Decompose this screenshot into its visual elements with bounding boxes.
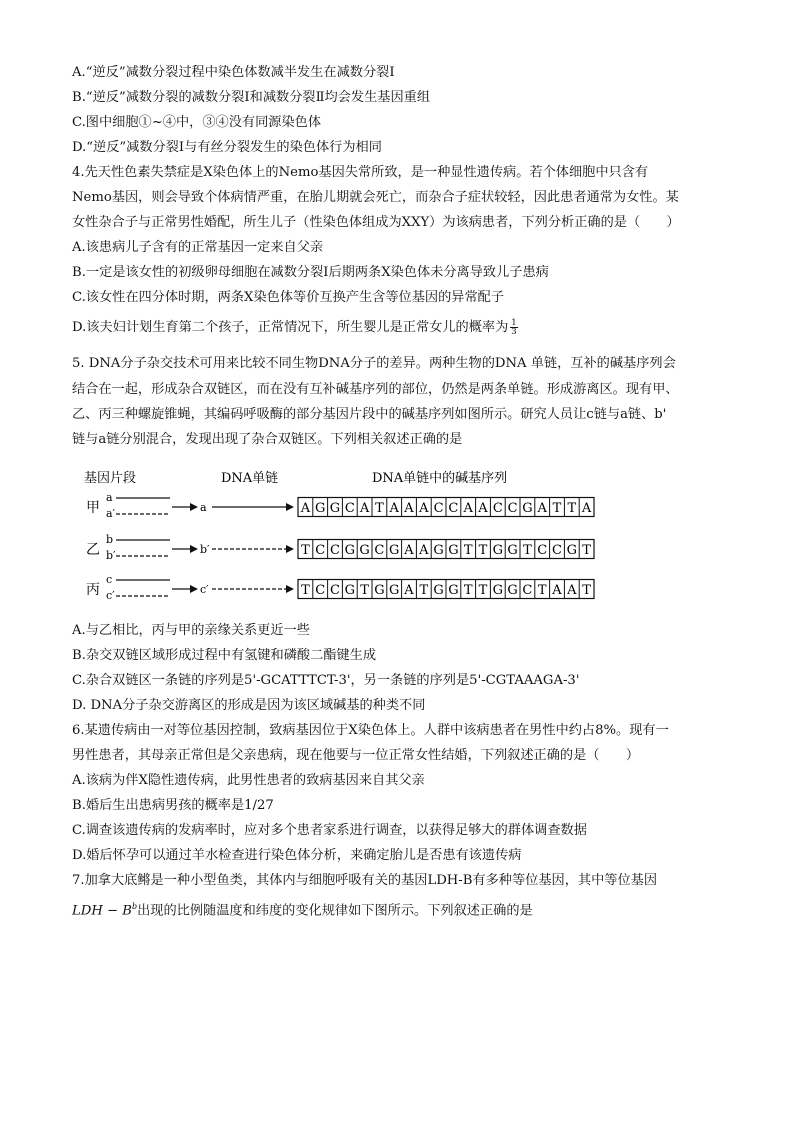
- base-letter: T: [419, 583, 429, 598]
- base-letter: A: [404, 501, 414, 516]
- base-letter: G: [359, 543, 370, 558]
- base-letter: A: [300, 501, 311, 516]
- species-label: 甲: [86, 500, 100, 516]
- base-letter: C: [330, 543, 340, 558]
- q5-option-b: B.杂交双链区域形成过程中有氢键和磷酸二酯键生成: [72, 648, 377, 663]
- base-letter: C: [552, 543, 562, 558]
- arrow-head-icon: [190, 503, 198, 511]
- q4-option-a: A.该患病儿子含有的正常基因一定来自父亲: [72, 240, 324, 255]
- base-letter: T: [301, 543, 310, 558]
- base-letter: G: [374, 583, 385, 598]
- q4-option-c: C.该女性在四分体时期，两条X染色体等价互换产生含等位基因的异常配子: [72, 290, 505, 305]
- q5-stem-line-1: 5. DNA分子杂交技术可用来比较不同生物DNA分子的差异。两种生物的DNA 单链，互补的碱基序列会: [72, 356, 676, 371]
- q6-stem-line-1: 6.某遗传病由一对等位基因控制，致病基因位于X染色体上。人群中该病患者在男性中约占8%。现有一: [72, 723, 669, 738]
- base-letter: G: [344, 583, 355, 598]
- strand-label-bottom: b′: [106, 549, 116, 562]
- base-letter: T: [478, 583, 488, 598]
- base-letter: G: [433, 583, 444, 598]
- base-letter: C: [330, 583, 340, 598]
- base-letter: T: [523, 543, 532, 558]
- base-letter: A: [389, 501, 399, 516]
- fraction-numerator: 1: [511, 318, 517, 328]
- base-letter: C: [374, 543, 385, 558]
- base-letter: T: [478, 543, 488, 558]
- base-letter: T: [463, 583, 473, 598]
- base-letter: A: [478, 501, 488, 516]
- base-letter: G: [507, 543, 518, 558]
- arrow-head-icon: [286, 545, 294, 553]
- base-letter: G: [448, 543, 459, 558]
- q6-option-b: B.婚后生出患病男孩的概率是1/27: [72, 798, 274, 813]
- base-letter: A: [552, 583, 562, 598]
- arrow-head-icon: [190, 585, 198, 593]
- strand-label-bottom: a′: [106, 507, 116, 520]
- base-letter: C: [492, 501, 503, 516]
- q3-option-b: B.“逆反”减数分裂的减数分裂Ⅰ和减数分裂Ⅱ均会发生基因重组: [72, 90, 431, 105]
- base-letter: T: [301, 583, 310, 598]
- base-letter: A: [463, 501, 473, 516]
- base-letter: T: [582, 543, 591, 558]
- base-letter: G: [507, 583, 518, 598]
- q7-stem-line-2: [72, 898, 732, 920]
- q5-stem-line-3: 乙、丙三种螺旋锥蝇，其编码呼吸酶的部分基因片段中的碱基序列如图所示。研究人员让c链与a链、b': [72, 407, 667, 422]
- base-letter: G: [389, 543, 400, 558]
- base-letter: A: [404, 543, 414, 558]
- q4-stem-line-3: 女性杂合子与正常男性婚配，所生儿子（性染色体组成为XXY）为该病患者，下列分析正确的是（ ）: [72, 215, 680, 230]
- base-letter: T: [463, 543, 473, 558]
- base-letter: G: [492, 583, 503, 598]
- fraction-one-third: [510, 319, 517, 336]
- base-letter: A: [404, 583, 414, 598]
- base-letter: G: [492, 543, 503, 558]
- species-label: 乙: [86, 542, 100, 558]
- base-letter: C: [448, 501, 459, 516]
- base-letter: T: [582, 583, 591, 598]
- q4-option-b: B.一定是该女性的初级卵母细胞在减数分裂Ⅰ后期两条X染色体未分离导致儿子患病: [72, 265, 549, 280]
- q4-stem-line-2: Nemo基因，则会导致个体病情严重，在胎儿期就会死亡，而杂合子症状较轻，因此患者通常为女性。某: [72, 190, 679, 205]
- base-letter: T: [567, 501, 577, 516]
- single-strand-label: b′: [200, 543, 210, 556]
- base-letter: T: [375, 501, 384, 516]
- base-letter: G: [522, 501, 533, 516]
- base-letter: C: [522, 583, 533, 598]
- base-letter: C: [537, 543, 548, 558]
- base-letter: T: [360, 583, 369, 598]
- q4-option-d: [72, 319, 732, 337]
- arrow-head-icon: [190, 545, 198, 553]
- base-letter: G: [315, 501, 326, 516]
- q6-option-a: A.该病为伴X隐性遗传病，此男性患者的致病基因来自其父亲: [72, 773, 425, 788]
- q5-stem-line-2: 结合在一起，形成杂合双链区，而在没有互补碱基序列的部位，仍然是两条单链。形成游离区。现有甲、: [72, 382, 679, 397]
- base-letter: A: [581, 501, 592, 516]
- fraction-denominator: 3: [511, 327, 517, 337]
- ldh-b-formula: LDH − B: [72, 903, 132, 919]
- base-letter: C: [507, 501, 518, 516]
- base-letter: C: [315, 543, 326, 558]
- strand-label-top: c: [106, 573, 113, 586]
- q4-stem-line-1: 4.先天性色素失禁症是X染色体上的Nemo基因失常所致，是一种显性遗传病。若个体细胞中只含有: [72, 165, 649, 180]
- base-letter: G: [566, 543, 577, 558]
- q6-option-c: C.调查该遗传病的发病率时，应对多个患者家系进行调查，以获得足够大的群体调查数据: [72, 823, 587, 838]
- q5-option-d: D. DNA分子杂交游离区的形成是因为该区域碱基的种类不同: [72, 698, 426, 713]
- base-letter: A: [419, 543, 429, 558]
- q3-option-a: A.“逆反”减数分裂过程中染色体数减半发生在减数分裂Ⅰ: [72, 65, 395, 80]
- base-letter: A: [359, 501, 370, 516]
- figure-rows: [86, 491, 594, 602]
- q3-option-d: D.“逆反”减数分裂Ⅰ与有丝分裂发生的染色体行为相同: [72, 140, 382, 155]
- strand-label-top: b: [106, 533, 114, 546]
- base-letter: G: [389, 583, 400, 598]
- q6-stem-line-2: 男性患者，其母亲正常但是父亲患病，现在他要与一位正常女性结婚，下列叙述正确的是（ ）: [72, 748, 640, 763]
- base-letter: A: [567, 583, 577, 598]
- arrow-head-icon: [286, 503, 294, 511]
- base-letter: A: [537, 501, 547, 516]
- header-dna-single-strand: DNA单链: [221, 471, 279, 486]
- base-letter: G: [433, 543, 444, 558]
- q5-stem-line-4: 链与a链分别混合，发现出现了杂合双链区。下列相关叙述正确的是: [72, 432, 463, 447]
- base-letter: C: [433, 501, 444, 516]
- q7-stem-line-1: 7.加拿大底鳉是一种小型鱼类，其体内与细胞呼吸有关的基因LDH-B有多种等位基因，其中等位基因: [72, 873, 658, 888]
- base-letter: C: [344, 501, 355, 516]
- header-gene-fragment: 基因片段: [84, 471, 137, 486]
- base-letter: A: [419, 501, 429, 516]
- header-base-sequence: DNA单链中的碱基序列: [372, 471, 508, 486]
- single-strand-label: a: [200, 501, 207, 514]
- q5-option-a: A.与乙相比，丙与甲的亲缘关系更近一些: [72, 623, 310, 638]
- q5-option-c: C.杂合双链区一条链的序列是5'-GCATTTCT-3'，另一条链的序列是5'-CGTAAAGA-3': [72, 673, 580, 688]
- base-letter: G: [448, 583, 459, 598]
- base-letter: C: [315, 583, 326, 598]
- base-letter: T: [552, 501, 562, 516]
- single-strand-label: c′: [200, 583, 209, 596]
- strand-label-top: a: [106, 491, 113, 504]
- base-letter: G: [329, 501, 341, 516]
- strand-label-bottom: c′: [106, 589, 115, 602]
- base-letter: G: [344, 543, 355, 558]
- dna-sequence-figure: [80, 464, 610, 612]
- arrow-head-icon: [286, 585, 294, 593]
- ldh-b-superscript: b: [131, 902, 138, 911]
- species-label: 丙: [86, 582, 100, 598]
- q4-option-d-text: D.该夫妇计划生育第二个孩子，正常情况下，所生婴儿是正常女儿的概率为: [72, 320, 509, 335]
- base-letter: T: [537, 583, 547, 598]
- q6-option-d: D.婚后怀孕可以通过羊水检查进行染色体分析，来确定胎儿是否患有该遗传病: [72, 848, 522, 863]
- q3-option-c: C.图中细胞①~④中，③④没有同源染色体: [72, 115, 322, 130]
- q7-stem-line-2-text: 出现的比例随温度和纬度的变化规律如下图所示。下列叙述正确的是: [137, 903, 533, 919]
